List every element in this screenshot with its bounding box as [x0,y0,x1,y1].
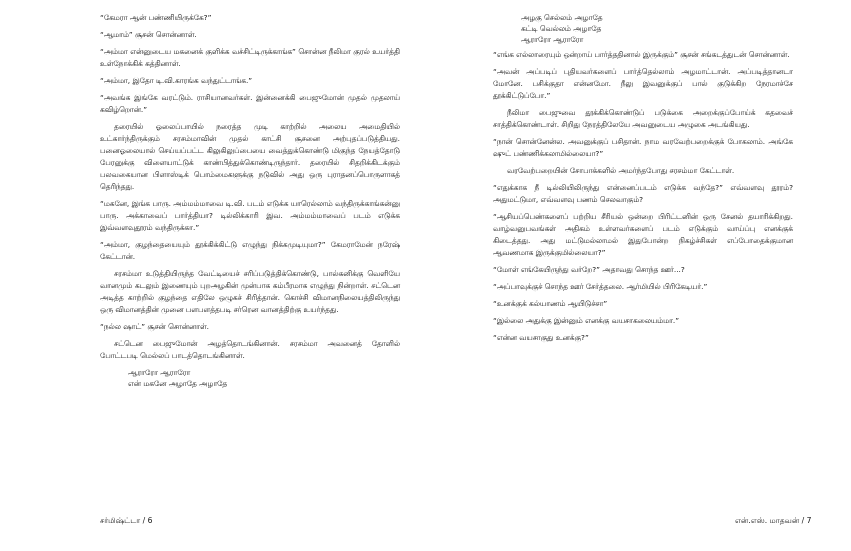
paragraph: “அவங்க இங்கே வரட்டும். ராசியானவர்கள். இன்னைக்கி பைஜுமோன் முதல் முதலாய் கவிழ்றொன்.” [100,93,400,114]
paragraph: “கேமரா ஆன் பண்ணியிருக்கே?” [100,13,212,22]
paragraph: நீலிமா பைஜுவை தூக்கிக்கொண்டுப் படுக்கை அறைக்குப்போய்க் கதவைச் சாத்திக்கொண்டாள். சிறிது நேரத்திலேயே அவனுடைய அழுகை அடங்கியது. [493,108,793,129]
paragraph: “மோள் எங்கேயிருந்து வர்றே?” அதாவது சொந்த ஊர்...? [493,265,685,274]
paragraph: “அப்பாவுக்குச் சொந்த ஊர் சேர்த்தலை. ஆர்மியில் பிரிகேடியர்.” [493,282,708,291]
paragraph: “ஆசியப்பெண்களைப் பற்றிய சீரியல் ஒன்றை பிரிட்டனின் ஒரு சேனல் தயாரிக்கிறது. வாழ்வனுபவங்கள் அதிகம் உள்ளவர்களைப் படம் எடுக்கும் வாய்ப்பு எனக்குக் கிடைத்தது. அது மட்டுமல்லாமல் இதுபோன்ற நிகழ்ச்சிகள் எப்போதைக்குமான ஆவணமாக இருக்குமில்லையா?” [493,212,793,257]
paragraph: “ஆமாம்” சூசன் சொன்னாள். [100,30,197,39]
paragraph: “உனக்குக் கல்யாணம் ஆயிடுச்சா” [493,299,608,308]
paragraph: “எங்க எல்லாரையும் ஒன்றாய் பார்த்ததினால் இருக்கும்” சூசன் சங்கடத்துடன் சொன்னாள். [493,50,790,59]
paragraph: “அம்மா என்னுடைய மகனைக் குளிக்க வச்சிட்டிருக்காங்க” சொன்ன நீலிமா குரல் உயர்த்தி உள்நோக்கிக் கத்தினாள். [100,47,400,68]
verse-line: ஆராரோ ஆராரோ [128,368,191,377]
paragraph: சரசம்மா உடுத்தியிருந்த வேட்டியைச் சரிப்படுத்திக்கொண்டு, பால்கனிக்கு வெளியே வானமும் கடலும் இணையும் புறஅழகின் முன்பாக கம்பீரமாக எழுந்து நின்றாள். சட்டென அடித்த காற்றில் குழந்தை எதிலே ஒழுகச் சிரித்தான். கொச்சி விமானநிலையத்திலிருந்து ஒரு விமானத்தின் முனை பளபளத்தபடி சர்ரென வானத்திற்கு உயர்ந்தது. [100,269,400,314]
paragraph: வரவேற்பறையின் சோபாக்களில் அமர்ந்தபோது சரசம்மா கேட்டாள். [507,166,735,175]
paragraph: “நான் சொன்னேன்ல. அவனுக்குப் பசிதான். நாம வரவேற்பறைக்குக் போகலாம். அங்கே ஷுட் பண்ணிக்கலாமில்லையா?” [493,137,793,158]
lullaby-verse [493,12,793,45]
page-footer: சர்மிஷ்ட்டா / 6 [100,516,153,525]
paragraph: “என்ன வயசாகுது உனக்கு?” [493,333,589,342]
right-text-column [493,12,793,349]
page-footer: என்.எஸ். மாதவன் / 7 [735,516,812,525]
paragraph: “மகனே, இங்க பாரு. அம்மம்மாவை டி.வி. படம் எடுக்க யாரெல்லாம் வந்திருக்காங்கன்னு பாரு. அக்காவைப் பார்த்தியா? டில்லிக்காரி இவ. அம்மம்மாவைப் படம் எடுக்க இவ்வளவுதூரம் வந்திருக்கா.” [100,199,400,232]
verse-line: கட்டி வெல்லம் அழாதே [521,24,602,33]
paragraph: தரையில் ஓலைப்பாயில் நரைத்த முடி காற்றில் அலைய அமைதியில் உட்கார்ந்திருக்கும் சரசம்மாவின் முதல் காட்சி சூசனை அற்புதப்படுத்தியது. பனைஓலையால் செய்யப்பட்ட கிலுகிலுப்பையை வைத்துக்கொண்டு மிகுந்த நேயத்தோடு பேரனுக்கு விளையாட்டுக் காண்பித்துக்கொண்டிருந்தார். தரையில் சிதறிக்கிடக்கும் பலவகையான பிளாஸ்டிக் பொம்மைகளுக்கு நடுவில் அது ஒரு புராதனப்பொருளாகத் தெரிந்தது. [100,122,400,191]
verse-line: என் மகனே அழாதே அழாதே [128,379,228,388]
paragraph: “இல்லை அதுக்கு இன்னும் எனக்கு வயசாகலையம்மா.” [493,316,680,325]
paragraph: சட்டென பைஜுமோன் அழத்தொடங்கினான். சரசம்மா அவனைத் தோளில் போட்டபடி மெல்லப் பாடத்தொடங்கினாள். [100,339,400,360]
paragraph: “அம்மா, இதோ டி.வி.காரங்க வந்துட்டாங்க.” [100,76,253,85]
paragraph: “அவன் அப்படிப் புதியவர்களைப் பார்த்தெல்லாம் அழமாட்டான். அப்படித்தானடா மோனே. பசிக்குதா என்னமோ. நீலு இவனுக்குப் பால் குடுக்கிற நேரமாச்சே தூக்கிட்டுப்போ.” [493,67,793,100]
paragraph: “அம்மா, குழந்தையையும் தூக்கிக்கிட்டு எழுந்து நிக்கமுடியுமா?” கேமராமேன் நரேஷ் கேட்டான். [100,240,400,261]
paragraph: “எதுக்காக நீ டில்லியிலிருந்து என்னைப்படம் எடுக்க வந்தே?” எவ்வளவு தூரம்? அதுமட்டுமா, எவ்வளவு பணம் செலவாகும்? [493,183,793,204]
left-page [0,0,425,551]
verse-line: அழகு செல்லம் அழாதே [521,13,603,22]
left-text-column [100,12,400,393]
verse-line: ஆராரோ ஆராரோ [521,35,584,44]
lullaby-verse [100,367,400,389]
right-page [426,0,851,551]
paragraph: “நல்ல ஷாட்” சூசன் சொன்னாள். [100,322,209,331]
